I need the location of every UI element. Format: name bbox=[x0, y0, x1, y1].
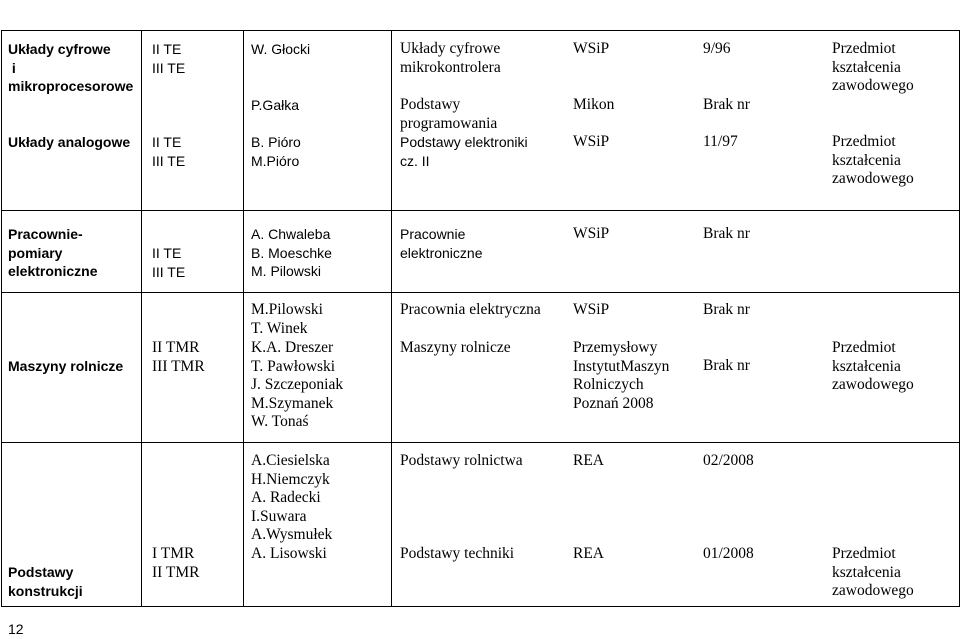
classes-cell: II TMR III TMR bbox=[152, 339, 205, 375]
table-row-divider bbox=[1, 442, 960, 443]
notes-cell: Przedmiot kształcenia zawodowego bbox=[832, 339, 914, 393]
classes-cell: I TMR II TMR bbox=[152, 545, 200, 581]
title-cell: Podstawy programowania bbox=[400, 96, 498, 132]
subject-cell: Maszyny rolnicze bbox=[8, 358, 124, 374]
approval-number-cell: 9/96 bbox=[703, 40, 731, 57]
publisher-cell: Mikon bbox=[573, 96, 615, 113]
approval-number-cell: Brak nr bbox=[703, 301, 750, 318]
title-cell: Podstawy rolnictwa bbox=[400, 452, 523, 469]
classes-cell: II TE III TE bbox=[152, 245, 186, 280]
authors-cell: M.Pilowski T. Winek bbox=[251, 301, 323, 337]
subject-cell: Pracownie- pomiary elektroniczne bbox=[8, 226, 98, 279]
page-number: 12 bbox=[8, 621, 24, 637]
table-row-divider bbox=[1, 210, 960, 211]
publisher-cell: WSiP bbox=[573, 40, 610, 57]
approval-number-cell: 01/2008 bbox=[703, 545, 754, 562]
publisher-cell: REA bbox=[573, 452, 604, 469]
approval-number-cell: Brak nr bbox=[703, 96, 750, 113]
table-column-divider bbox=[141, 30, 142, 607]
authors-cell: B. Pióro M.Pióro bbox=[251, 134, 301, 169]
title-cell: Pracownia elektryczna bbox=[400, 301, 541, 318]
table-border-bottom bbox=[1, 606, 960, 607]
approval-number-cell: Brak nr bbox=[703, 225, 750, 242]
title-cell: Podstawy elektroniki cz. II bbox=[400, 134, 528, 169]
table-border-left bbox=[1, 30, 2, 607]
authors-cell: A.Ciesielska H.Niemczyk A. Radecki I.Suwara A.Wysmułek bbox=[251, 452, 333, 543]
publisher-cell: WSiP bbox=[573, 133, 610, 150]
table-border-top bbox=[1, 30, 960, 31]
subject-cell: Układy cyfrowe i mikroprocesorowe bbox=[8, 41, 134, 94]
notes-cell: Przedmiot kształcenia zawodowego bbox=[832, 133, 914, 187]
table-column-divider bbox=[391, 30, 392, 607]
subject-cell: Układy analogowe bbox=[8, 134, 131, 150]
classes-cell: II TE III TE bbox=[152, 41, 186, 76]
approval-number-cell: 11/97 bbox=[703, 133, 738, 150]
publisher-cell: WSiP bbox=[573, 301, 610, 318]
publisher-cell: WSiP bbox=[573, 225, 610, 242]
notes-cell: Przedmiot kształcenia zawodowego bbox=[832, 40, 914, 94]
subject-cell: Podstawy konstrukcji bbox=[8, 564, 83, 599]
title-cell: Pracownie elektroniczne bbox=[400, 226, 483, 261]
table-column-divider bbox=[243, 30, 244, 607]
title-cell: Maszyny rolnicze bbox=[400, 339, 511, 356]
authors-cell: K.A. Dreszer T. Pawłowski J. Szczeponiak M.Szymanek W. Tonaś bbox=[251, 339, 344, 430]
table-row-divider bbox=[1, 292, 960, 293]
approval-number-cell: Brak nr bbox=[703, 357, 750, 374]
authors-cell: A. Lisowski bbox=[251, 545, 327, 562]
publisher-cell: REA bbox=[573, 545, 604, 562]
approval-number-cell: 02/2008 bbox=[703, 452, 754, 469]
publisher-cell: Przemysłowy InstytutMaszyn Rolniczych Poznań 2008 bbox=[573, 339, 670, 412]
authors-cell: A. Chwaleba B. Moeschke M. Pilowski bbox=[251, 226, 332, 279]
authors-cell: P.Gałka bbox=[251, 97, 299, 113]
title-cell: Podstawy techniki bbox=[400, 545, 515, 562]
title-cell: Układy cyfrowe mikrokontrolera bbox=[400, 40, 501, 76]
notes-cell: Przedmiot kształcenia zawodowego bbox=[832, 545, 914, 599]
authors-cell: W. Głocki bbox=[251, 41, 311, 57]
classes-cell: II TE III TE bbox=[152, 134, 186, 169]
